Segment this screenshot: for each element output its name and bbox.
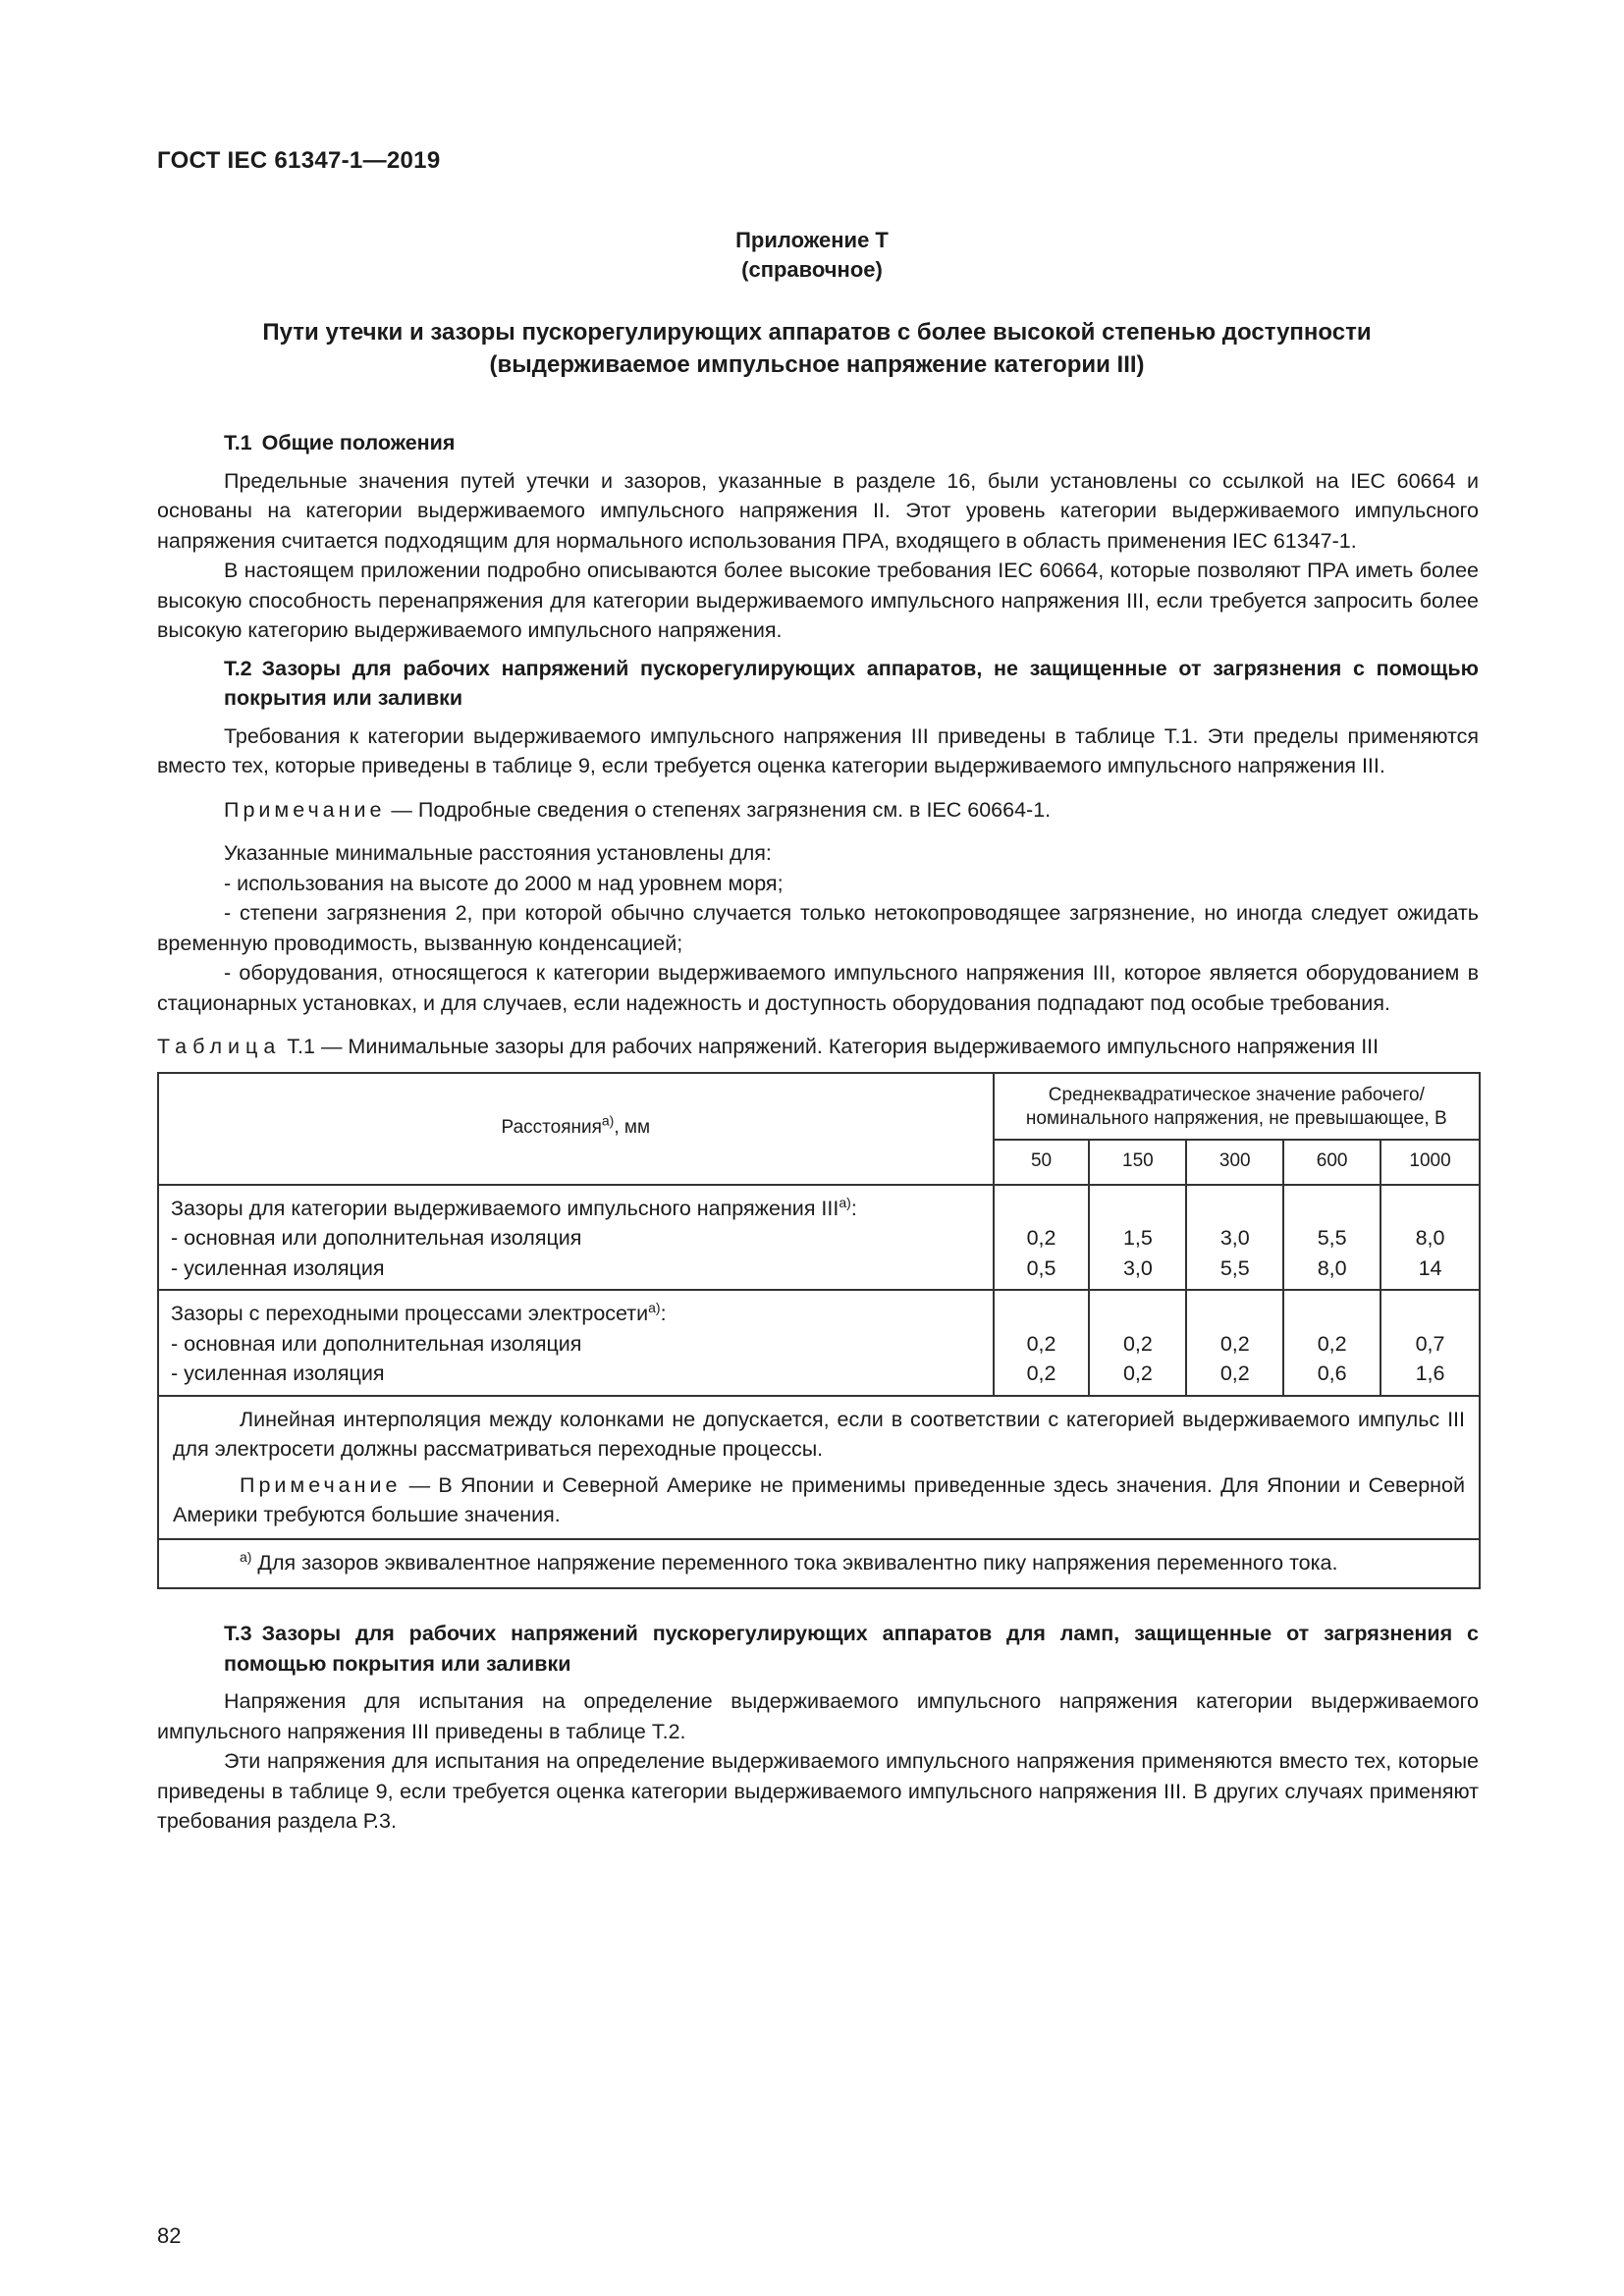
annex-title: [157, 316, 1477, 381]
column-header-voltage: Среднеквадратическое значение рабочего/номинального напряжения, не превышающее, В: [994, 1073, 1480, 1140]
section-t2-heading: [157, 654, 1479, 714]
table-row: [158, 1290, 1480, 1396]
annex-title-line1: Пути утечки и зазоры пускорегулирующих аппаратов с более высокой степенью доступности: [262, 319, 1372, 346]
voltage-header: 300: [1186, 1140, 1283, 1185]
table-cell: 0,2 0,6: [1283, 1290, 1380, 1396]
section-t3-heading: [157, 1619, 1479, 1679]
annex-title-line2: (выдерживаемое импульсное напряжение категории III): [489, 351, 1145, 378]
table-notes: [158, 1396, 1480, 1539]
table-cell: 1,5 3,0: [1089, 1185, 1186, 1291]
table-cell: 3,0 5,5: [1186, 1185, 1283, 1291]
table-cell: 5,5 8,0: [1283, 1185, 1380, 1291]
section-title: Общие положения: [261, 431, 456, 454]
interpolation-text: Линейная интерполяция между колонками не допускается, если в соответствии с категорией выдерживаемого импульс III для электросети должны рассматриваться переходные процессы.: [173, 1407, 1465, 1461]
list-item: - оборудования, относящегося к категории выдерживаемого импульсного напряжения III, которое является оборудованием в стационарных установках, и для случаев, если надежность и доступность оборудования подпадают под особые требования.: [157, 961, 1479, 1015]
table-footnote: $^{а)}$ Для зазоров эквивалентное напряжение переменного тока эквивалентно пику напряжения переменного тока.: [158, 1539, 1480, 1589]
section-number: Т.2: [224, 656, 252, 680]
paragraph: Предельные значения путей утечки и зазоров, указанные в разделе 16, были установлены со ссылкой на IEC 60664 и основаны на категории выдерживаемого импульсного напряжения II. Этот уровень категории выдерживаемого импульсного напряжения считается подходящим для нормального использования ПРА, входящего в область применения IEC 61347-1.: [157, 468, 1479, 553]
voltage-header: 600: [1283, 1140, 1380, 1185]
section-t1-heading: [157, 428, 1479, 458]
voltage-header: 150: [1089, 1140, 1186, 1185]
row-label-group2: Зазоры с переходными процессами электросети$^{а)}$: - основная или дополнительная изоляция - усиленная изоляция: [158, 1290, 994, 1396]
table-cell: 0,2 0,2: [994, 1290, 1090, 1396]
list-item: - использования на высоте до 2000 м над уровнем моря;: [224, 871, 784, 895]
page-number: 82: [157, 2223, 182, 2248]
note-label: Примечание: [224, 797, 386, 822]
section-title: Зазоры для рабочих напряжений пускорегулирующих аппаратов для ламп, защищенные от загрязнения с помощью покрытия или заливки: [224, 1622, 1479, 1676]
table-cell: 0,2 0,2: [1186, 1290, 1283, 1396]
document-code: ГОСТ IEC 61347-1—2019: [157, 147, 441, 174]
annex-name: Приложение Т: [735, 228, 889, 252]
clearance-table: [157, 1072, 1481, 1590]
paragraph: Напряжения для испытания на определение выдерживаемого импульсного напряжения категории выдерживаемого импульсного напряжения III приведены в таблице Т.2.: [157, 1689, 1479, 1743]
section-title: Зазоры для рабочих напряжений пускорегулирующих аппаратов, не защищенные от загрязнения с помощью покрытия или заливки: [224, 656, 1479, 710]
note-text: — Подробные сведения о степенях загрязнения см. в IEC 60664-1.: [385, 797, 1052, 822]
column-header-distance: Расстояния$^{а)}$, мм: [158, 1073, 994, 1185]
table-caption: [157, 1032, 1479, 1062]
table-cell: 8,0 14: [1380, 1185, 1480, 1291]
voltage-header: 1000: [1380, 1140, 1480, 1185]
list-item: - степени загрязнения 2, при которой обычно случается только нетокопроводящее загрязнение, но иногда следует ожидать временную проводимость, вызванную конденсацией;: [157, 901, 1479, 955]
table-caption-text: Т.1 — Минимальные зазоры для рабочих напряжений. Категория выдерживаемого импульсного напряжения III: [281, 1035, 1380, 1058]
note: [157, 795, 1479, 826]
paragraph: В настоящем приложении подробно описываются более высокие требования IEC 60664, которые позволяют ПРА иметь более высокую способность перенапряжения для категории выдерживаемого импульсного напряжения III, если требуется запросить более высокую категорию выдерживаемого импульсного напряжения.: [157, 559, 1479, 642]
paragraph: Эти напряжения для испытания на определение выдерживаемого импульсного напряжения применяются вместо тех, которые приведены в таблице 9, если требуется оценка категории выдерживаемого импульсного напряжения III. В других случаях применяют требования раздела Р.3.: [157, 1749, 1479, 1833]
table-row: [158, 1185, 1480, 1291]
section-number: Т.3: [224, 1622, 252, 1645]
section-number: Т.1: [224, 431, 252, 454]
voltage-header: 50: [994, 1140, 1090, 1185]
table-caption-label: Таблица: [157, 1035, 282, 1058]
table-cell: 0,2 0,5: [994, 1185, 1090, 1291]
row-label-group1: Зазоры для категории выдерживаемого импульсного напряжения $III^{а)}$: - основная или дополнительная изоляция - усиленная изоляция: [158, 1185, 994, 1291]
annex-body: [157, 428, 1479, 1837]
table-cell: 0,2 0,2: [1089, 1290, 1186, 1396]
table-note: Примечание — В Японии и Северной Америке не применимы приведенные здесь значения. Для Японии и Северной Америки требуются большие значения.: [173, 1472, 1465, 1526]
list-intro: Указанные минимальные расстояния установлены для:: [224, 841, 772, 865]
paragraph: Требования к категории выдерживаемого импульсного напряжения III приведены в таблице Т.1. Эти пределы применяются вместо тех, которые приведены в таблице 9, если требуется оценка категории выдерживаемого импульсного напряжения III.: [157, 723, 1479, 777]
table-cell: 0,7 1,6: [1380, 1290, 1480, 1396]
annex-status: (справочное): [741, 257, 883, 282]
annex-heading: [0, 226, 1624, 285]
